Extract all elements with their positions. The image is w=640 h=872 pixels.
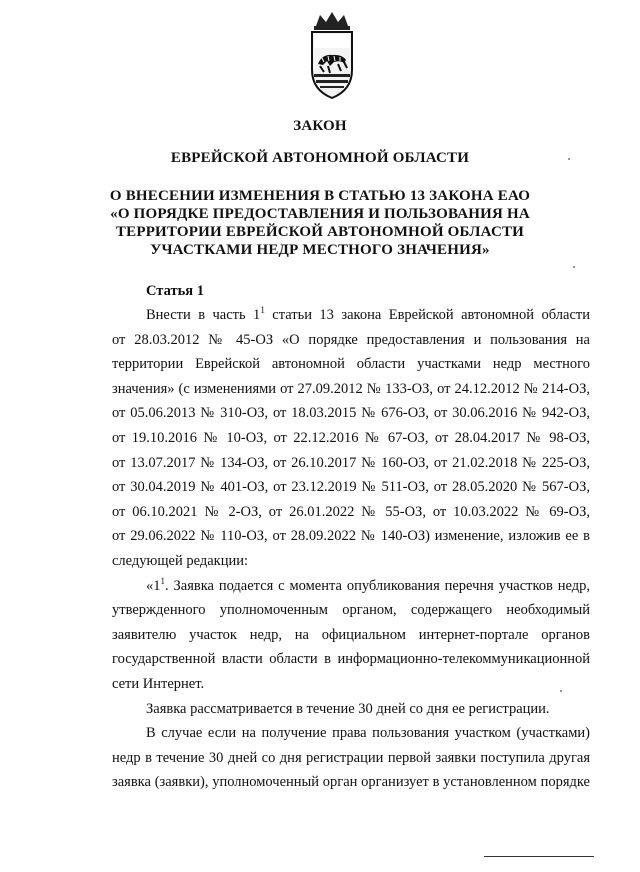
- law-title-line: УЧАСТКАМИ НЕДР МЕСТНОГО ЗНАЧЕНИЯ»: [150, 242, 490, 258]
- paragraph-line: от 19.10.2016 № 10-ОЗ, от 22.12.2016 № 67-ОЗ, от 28.04.2017 № 98-ОЗ,: [112, 429, 590, 446]
- coat-of-arms-emblem: [300, 10, 364, 102]
- law-title: [0, 187, 640, 259]
- paragraph-line: следующей редакции:: [112, 552, 249, 569]
- paragraph-line: заявка (заявки), уполномоченный орган организует в установленном порядке: [112, 774, 590, 791]
- scan-speck: [560, 690, 562, 692]
- scan-speck: [573, 266, 575, 268]
- text-span: «1: [146, 577, 161, 594]
- footer-rule: [484, 856, 594, 857]
- paragraph-line: от 13.07.2017 № 134-ОЗ, от 26.10.2017 № 160-ОЗ, от 21.02.2018 № 225-ОЗ,: [112, 454, 590, 471]
- paragraph-line: от 29.06.2022 № 110-ОЗ, от 28.09.2022 № 140-ОЗ) изменение, изложив ее в: [112, 528, 590, 545]
- paragraph-line: значения» (с изменениями от 27.09.2012 № 133-ОЗ, от 24.12.2012 № 214-ОЗ,: [112, 380, 590, 397]
- scan-speck: [568, 158, 570, 160]
- text-span: Внести в часть 1: [146, 307, 261, 323]
- law-body: [112, 303, 590, 795]
- law-title-line: ТЕРРИТОРИИ ЕВРЕЙСКОЙ АВТОНОМНОЙ ОБЛАСТИ: [115, 224, 525, 240]
- paragraph-amendment-intro: [112, 303, 590, 328]
- paragraph-line: от 30.04.2019 № 401-ОЗ, от 23.12.2019 № 511-ОЗ, от 28.05.2020 № 567-ОЗ,: [112, 479, 590, 496]
- law-title-line: «О ПОРЯДКЕ ПРЕДОСТАВЛЕНИЯ И ПОЛЬЗОВАНИЯ НА: [110, 206, 530, 222]
- paragraph-review-period: Заявка рассматривается в течение 30 дней со дня ее регистрации.: [146, 700, 550, 717]
- paragraph-line: от 05.06.2013 № 310-ОЗ, от 18.03.2015 № 676-ОЗ, от 30.06.2016 № 942-ОЗ,: [112, 405, 590, 422]
- paragraph-line: территории Еврейской автономной области участками недр местного: [112, 356, 590, 373]
- paragraph-line: сети Интернет.: [112, 675, 205, 692]
- text-span: . Заявка подается с момента опубликования перечня участков недр,: [165, 577, 590, 594]
- paragraph-new-wording: [112, 574, 590, 599]
- paragraph-line: от 06.10.2021 № 2-ОЗ, от 26.01.2022 № 55-ОЗ, от 10.03.2022 № 69-ОЗ,: [112, 503, 590, 520]
- paragraph-line: [146, 307, 590, 323]
- paragraph-line: [146, 575, 590, 594]
- paragraph-line: недр в течение 30 дней со дня регистрации первой заявки поступила другая: [112, 749, 590, 766]
- paragraph-competing-applications: В случае если на получение права пользования участком (участками): [146, 725, 590, 742]
- paragraph-line: государственной власти области в информационно-телекоммуникационной: [112, 651, 590, 668]
- paragraph-line: от 28.03.2012 № 45-ОЗ «О порядке предоставления и пользования на: [112, 331, 590, 348]
- paragraph-line: утвержденного уполномоченным органом, содержащего необходимый: [112, 602, 590, 619]
- paragraph-line: заявителю участок недр, на официальном интернет-портале органов: [112, 626, 590, 643]
- law-title-line: О ВНЕСЕНИИ ИЗМЕНЕНИЯ В СТАТЬЮ 13 ЗАКОНА ЕАО: [109, 188, 531, 204]
- superscript: 1: [160, 575, 165, 586]
- region-heading: ЕВРЕЙСКОЙ АВТОНОМНОЙ ОБЛАСТИ: [170, 150, 470, 166]
- law-heading: ЗАКОН: [293, 118, 347, 134]
- article-label: Статья 1: [146, 283, 204, 299]
- text-span: статьи 13 закона Еврейской автономной области: [264, 307, 590, 323]
- superscript: 1: [260, 305, 265, 316]
